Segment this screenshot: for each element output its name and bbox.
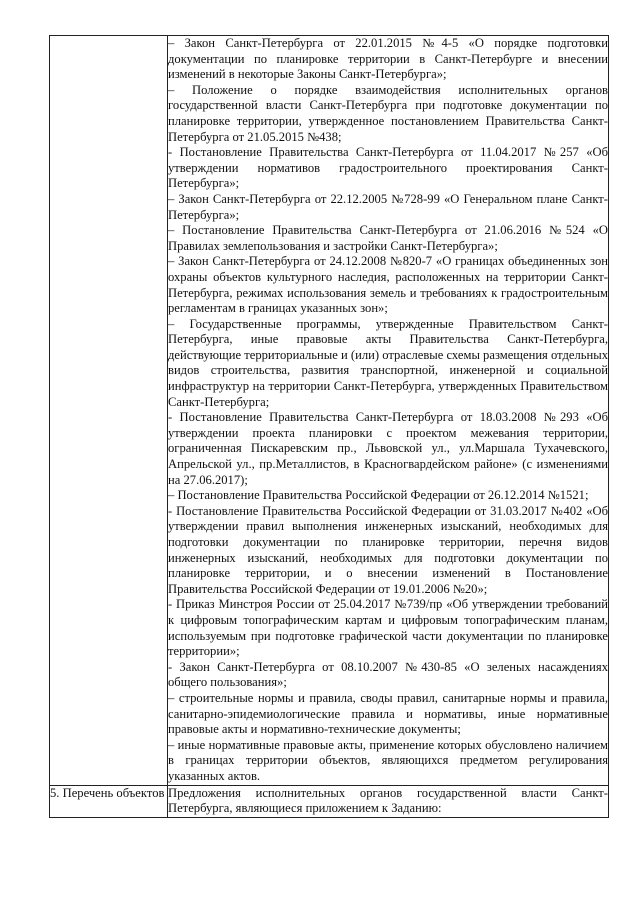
list-item: – Постановление Правительства Санкт-Петербурга от 21.06.2016 №524 «О Правилах землепользования и застройки Санкт-Петербурга»; xyxy=(168,223,608,253)
list-item: – Закон Санкт-Петербурга от 22.12.2005 №728-99 «О Генеральном плане Санкт-Петербурга»; xyxy=(168,191,608,222)
list-item: – Закон Санкт-Петербурга от 22.01.2015 №4-5 «О порядке подготовки документации по планировке территории в Санкт-Петербурге и внесении изменений в некоторые Законы Санкт-Петербурга»; xyxy=(168,36,608,82)
list-item: - Постановление Правительства Санкт-Петербурга от 11.04.2017 №257 «Об утверждении нормативов градостроительного проектирования Санкт-Петербурга»; xyxy=(168,145,608,191)
list-item: – Закон Санкт-Петербурга от 24.12.2008 №820-7 «О границах объединенных зон охраны объектов культурного наследия, расположенных на территории Санкт-Петербурга, режимах использования земель и требованиях к градостроительным регламентам в границах указанных зон»; xyxy=(168,254,608,316)
section-label: 5. Перечень объектов xyxy=(50,785,168,817)
list-item: - Приказ Минстроя России от 25.04.2017 №739/пр «Об утверждении требований к цифровым топографическим картам и цифровым топографическим планам, используемым при подготовке графической части документации по планировке территории»; xyxy=(168,597,608,659)
table-row-legal-acts xyxy=(50,36,609,786)
table-row-objects xyxy=(50,785,609,817)
list-item: – иные нормативные правовые акты, применение которых обусловлено наличием в границах территории объектов, являющихся предметом регулирования указанных актов. xyxy=(168,737,608,783)
empty-label-cell xyxy=(50,36,168,786)
list-item: - Постановление Правительства Санкт-Петербурга от 18.03.2008 №293 «Об утверждении проекта планировки с проектом межевания территории, ограниченная Пискаревским пр., Львовской ул., ул.Маршала Тухачевского, Апрельской ул., пр.Металлистов, в Красногвардейском районе» (с изменениями на 27.06.2017); xyxy=(168,410,608,487)
section-text: Предложения исполнительных органов государственной власти Санкт-Петербурга, являющиеся приложением к Заданию: xyxy=(168,785,609,817)
list-item: – Государственные программы, утвержденные Правительством Санкт-Петербурга, иные правовые акты Правительства Санкт-Петербурга, действующие территориальные и (или) отраслевые схемы размещения отдельных видов строительства, развития транспортной, инженерной и социальной инфраструктур на территории Санкт-Петербурга, утвержденных Правительством Санкт-Петербурга; xyxy=(168,316,608,409)
list-item: - Закон Санкт-Петербурга от 08.10.2007 №430-85 «О зеленых насаждениях общего пользования»; xyxy=(168,659,608,690)
list-item: – Постановление Правительства Российской Федерации от 26.12.2014 №1521; xyxy=(168,488,589,503)
list-item: - Постановление Правительства Российской Федерации от 31.03.2017 №402 «Об утверждении правил выполнения инженерных изысканий, необходимых для подготовки документации по планировке территории, перечня видов инженерных изысканий, необходимых для подготовки документации по планировке территории, и о внесении изменений в Постановление Правительства Российской Федерации от 19.01.2006 №20»; xyxy=(168,503,608,596)
requirements-table xyxy=(49,35,609,818)
list-item: – строительные нормы и правила, своды правил, санитарные нормы и правила, санитарно-эпидемиологические правила и нормативы, иные нормативные правовые акты и нормативно-технические документы; xyxy=(168,690,608,737)
list-item: – Положение о порядке взаимодействия исполнительных органов государственной власти Санкт-Петербурга при подготовке документации по планировке территории, утвержденное постановлением Правительства Санкт-Петербурга от 21.05.2015 №438; xyxy=(168,82,608,144)
legal-acts-cell xyxy=(168,36,609,786)
